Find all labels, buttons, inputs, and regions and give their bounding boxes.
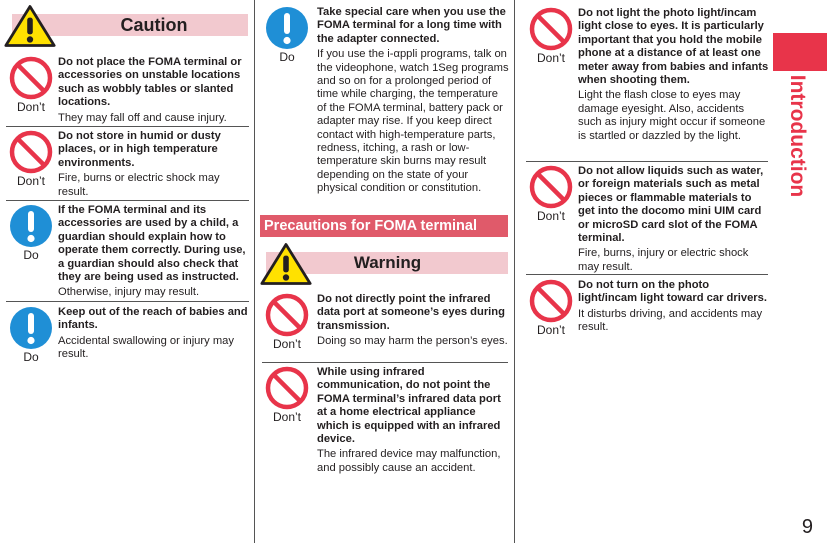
warning-title: Warning xyxy=(353,253,422,272)
entry-body: Doing so may harm the person’s eyes. xyxy=(317,335,508,348)
divider xyxy=(6,301,249,302)
prohibited-icon xyxy=(529,279,573,323)
dont-label: Don’t xyxy=(272,337,301,351)
divider xyxy=(526,274,768,275)
entry-heading: If the FOMA terminal and its accessories are used by a child, a guardian should explain how to operate them correctly. During use, a guardian should also check that they are being used as instructed. xyxy=(58,204,246,284)
entry-heading: Do not turn on the photo light/incam light toward car drivers. xyxy=(578,279,767,305)
prohibited-icon xyxy=(529,165,573,209)
entry-heading: Do not directly point the infrared data port at someone’s eyes during transmission. xyxy=(317,293,505,332)
dont-label: Don’t xyxy=(16,174,45,188)
caution-warning-icon xyxy=(4,3,56,54)
prohibited-icon xyxy=(9,130,53,174)
entry-heading: Do not light the photo light/incam light close to eyes. It is particularly important that you hold the mobile phone at a distance of at least one meter away from babies and infants when shooting them. xyxy=(578,7,769,87)
entry-body: Otherwise, injury may result. xyxy=(58,286,200,299)
do-label: Do xyxy=(279,50,295,64)
do-label: Do xyxy=(23,248,39,262)
instruction-icon xyxy=(265,6,309,50)
entry-heading: Do not store in humid or dusty places, or in high temperature environments. xyxy=(58,130,221,169)
entry-heading: Keep out of the reach of babies and infants. xyxy=(58,306,248,332)
instruction-icon xyxy=(9,204,53,248)
entry-body: It disturbs driving, and accidents may result. xyxy=(578,307,763,334)
entry-body: They may fall off and cause injury. xyxy=(58,111,227,124)
entry-heading: Do not place the FOMA terminal or accessories on unstable locations such as wobbly tables or slanted locations. xyxy=(58,56,242,109)
chapter-label: Introduction xyxy=(786,74,809,198)
dont-label: Don’t xyxy=(16,100,45,114)
entry-body: Accidental swallowing or injury may result. xyxy=(58,334,234,361)
dont-label: Don’t xyxy=(536,323,565,337)
dont-label: Don’t xyxy=(536,209,565,223)
prohibited-icon xyxy=(265,293,309,337)
entry-body: If you use the i-αppli programs, talk on the videophone, watch 1Seg programs and so on for a prolonged period of time while charging, the temperature of the FOMA terminal, battery pack or adapter may rise. If you keep direct contact with high-temperature parts, redness, itching, a rash or low-temperature skin burns may result depending on the state of your physical condition or constitution. xyxy=(317,48,509,195)
divider xyxy=(262,362,508,363)
dont-label: Don’t xyxy=(536,51,565,65)
instruction-icon xyxy=(9,306,53,350)
column-divider xyxy=(254,0,255,543)
entry-body: Light the flash close to eyes may damage eyesight. Also, accidents such as injury might occur if someone is startled or dazzled by the light. xyxy=(578,89,766,142)
divider xyxy=(6,126,249,127)
prohibited-icon xyxy=(265,366,309,410)
entry-heading: Take special care when you use the FOMA terminal for a long time with the adapter connected. xyxy=(317,6,506,45)
caution-title: Caution xyxy=(120,15,188,35)
warning-icon xyxy=(260,241,312,292)
chapter-tab xyxy=(773,33,827,71)
divider xyxy=(526,161,768,162)
entry-heading: Do not allow liquids such as water, or foreign materials such as metal pieces or flammable materials to get into the docomo mini UIM card or microSD card slot of the FOMA terminal. xyxy=(578,165,764,245)
entry-body: Fire, burns, injury or electric shock may result. xyxy=(578,247,749,273)
divider xyxy=(6,200,249,201)
prohibited-icon xyxy=(529,7,573,51)
dont-label: Don’t xyxy=(272,410,301,424)
entry-heading: While using infrared communication, do not point the FOMA terminal’s infrared data port at a home electrical appliance which is equipped with an infrared device. xyxy=(317,366,501,446)
entry-body: Fire, burns or electric shock may result. xyxy=(58,172,220,198)
do-label: Do xyxy=(23,350,39,364)
prohibited-icon xyxy=(9,56,53,100)
column-divider xyxy=(514,0,515,543)
entry-body: The infrared device may malfunction, and possibly cause an accident. xyxy=(317,448,501,474)
page-number: 9 xyxy=(801,516,813,538)
section-header: Precautions for FOMA terminal xyxy=(260,215,508,237)
